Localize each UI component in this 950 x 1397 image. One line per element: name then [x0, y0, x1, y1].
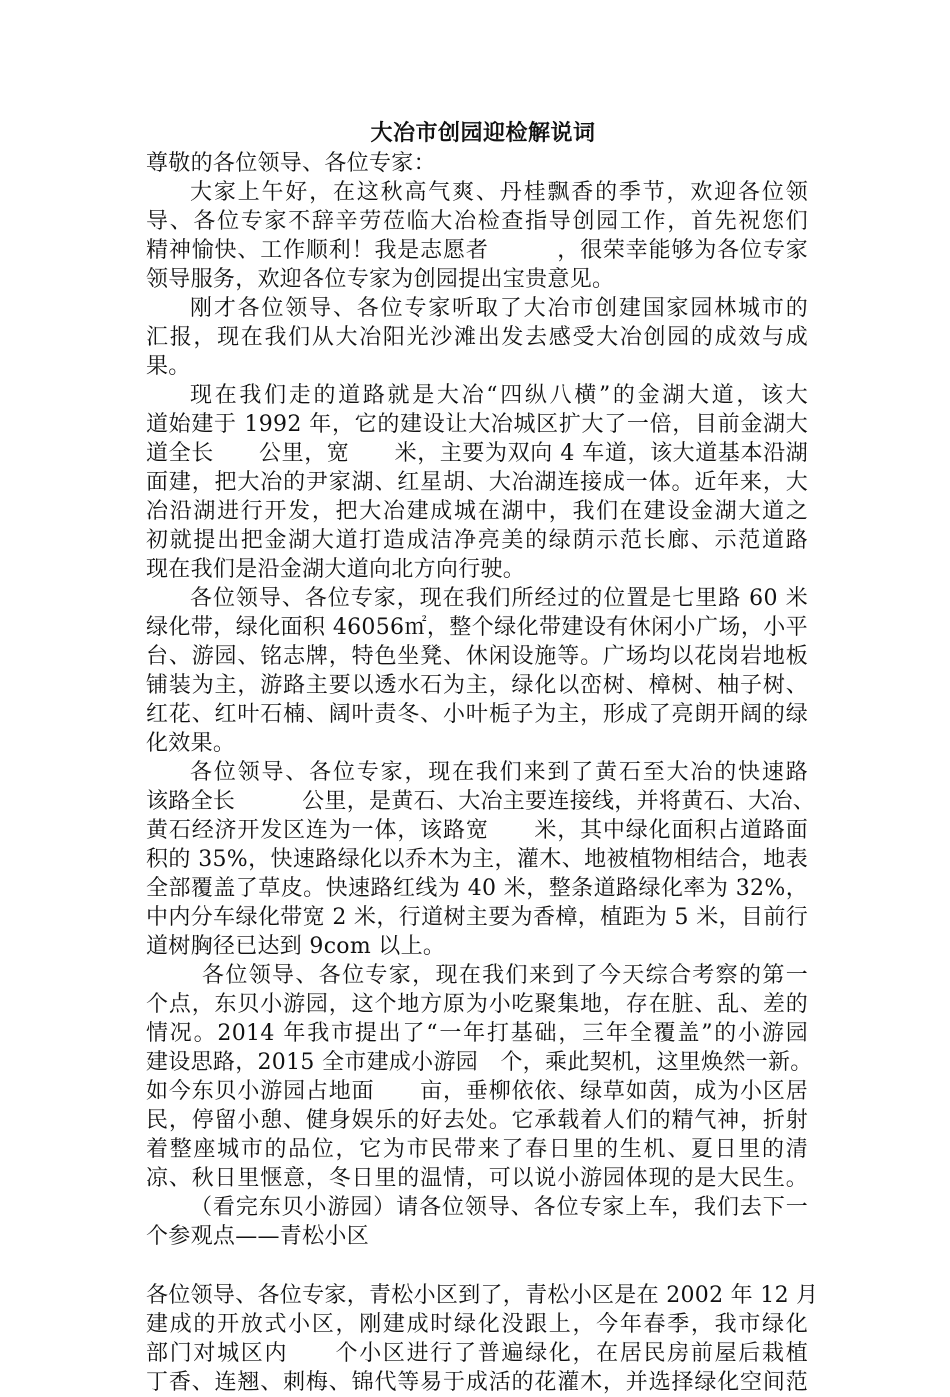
text-line: 中内分车绿化带宽 2 米，行道树主要为香樟，植距为 5 米，目前行 [146, 905, 808, 930]
text-line: 绿化带，绿化面积 46056㎡，整个绿化带建设有休闲小广场，小平 [146, 615, 808, 640]
text-line: 各位领导、各位专家，现在我们来到了今天综合考察的第一 [202, 963, 808, 988]
paragraph-spacer [146, 1251, 808, 1281]
text-line: 各位领导、各位专家，青松小区到了，青松小区是在 2002 年 12 月 [146, 1283, 819, 1308]
text-line: 凉、秋日里惬意，冬日里的温情，可以说小游园体现的是大民生。 [146, 1166, 808, 1191]
paragraph-qingsong-community [146, 1281, 819, 1397]
text-line: 精神愉快、工作顺利！我是志愿者 ，很荣幸能够为各位专家 [146, 238, 808, 263]
text-line: 道全长 公里，宽 米，主要为双向 4 车道，该大道基本沿湖 [146, 441, 808, 466]
greeting: 尊敬的各位领导、各位专家： [146, 151, 436, 176]
paragraph-dongbei-garden [146, 961, 813, 1193]
text-line: 建设思路，2015 全市建成小游园 个，乘此契机，这里焕然一新。 [146, 1050, 813, 1075]
text-line: 着整座城市的品位，它为市民带来了春日里的生机、夏日里的清 [146, 1137, 808, 1162]
paragraph-next-stop [146, 1193, 808, 1251]
text-line: 初就提出把金湖大道打造成洁净亮美的绿荫示范长廊、示范道路 [146, 528, 808, 553]
text-line: 个参观点——青松小区 [146, 1224, 370, 1249]
text-line: 大家上午好，在这秋高气爽、丹桂飘香的季节，欢迎各位领 [190, 180, 808, 205]
text-line: 积的 35%，快速路绿化以乔木为主，灌木、地被植物相结合，地表 [146, 847, 808, 872]
paragraph-welcome [146, 178, 808, 294]
text-line: 刚才各位领导、各位专家听取了大冶市创建国家园林城市的 [190, 296, 808, 321]
text-line: 个点，东贝小游园，这个地方原为小吃聚集地，存在脏、乱、差的 [146, 992, 808, 1017]
document-title: 大冶市创园迎检解说词 [370, 121, 596, 146]
paragraph-expressway [146, 758, 816, 961]
text-line: 红花、红叶石楠、阔叶责冬、小叶栀子为主，形成了亮朗开阔的绿 [146, 702, 808, 727]
text-line: 铺装为主，游路主要以透水石为主，绿化以峦树、樟树、柚子树、 [146, 673, 808, 698]
text-line: 台、游园、铭志牌，特色坐凳、休闲设施等。广场均以花岗岩地板 [146, 644, 808, 669]
text-line: 道树胸径已达到 9com 以上。 [146, 934, 446, 959]
text-line: 民，停留小憩、健身娱乐的好去处。它承载着人们的精气神，折射 [146, 1108, 808, 1133]
text-line: 部门对城区内 个小区进行了普遍绿化，在居民房前屋后栽植 [146, 1341, 808, 1366]
text-line: 果。 [146, 354, 191, 379]
text-line: 导、各位专家不辞辛劳莅临大冶检查指导创园工作，首先祝您们 [146, 209, 808, 234]
text-line: 情况。2014 年我市提出了“一年打基础，三年全覆盖”的小游园 [146, 1021, 808, 1046]
text-line: 该路全长 公里，是黄石、大冶主要连接线，并将黄石、大冶、 [146, 789, 816, 814]
text-line: 如今东贝小游园占地面 亩，垂柳依依、绿草如茵，成为小区居 [146, 1079, 808, 1104]
text-line: 汇报，现在我们从大冶阳光沙滩出发去感受大冶创园的成效与成 [146, 325, 808, 350]
text-line: 丁香、连翘、刺梅、锦代等易于成活的花灌木，并选择绿化空间范 [146, 1370, 808, 1395]
paragraph-qili-road [146, 584, 808, 758]
text-line: 各位领导、各位专家，现在我们所经过的位置是七里路 60 米 [190, 586, 808, 611]
text-line: 现在我们走的道路就是大冶“四纵八横”的金湖大道，该大 [190, 383, 808, 408]
text-line: 黄石经济开发区连为一体，该路宽 米，其中绿化面积占道路面 [146, 818, 808, 843]
text-line: （看完东贝小游园）请各位领导、各位专家上车，我们去下一 [190, 1195, 808, 1220]
text-line: 各位领导、各位专家，现在我们来到了黄石至大冶的快速路 [190, 760, 808, 785]
text-line: 领导服务，欢迎各位专家为创园提出宝贵意见。 [146, 267, 615, 292]
text-line: 冶沿湖进行开发，把大冶建成城在湖中，我们在建设金湖大道之 [146, 499, 808, 524]
document-page [146, 118, 819, 1397]
paragraph-report [146, 294, 808, 381]
text-line: 全部覆盖了草皮。快速路红线为 40 米，整条道路绿化率为 32%， [146, 876, 808, 901]
text-line: 现在我们是沿金湖大道向北方向行驶。 [146, 557, 526, 582]
text-line: 建成的开放式小区，刚建成时绿化没跟上，今年春季，我市绿化 [146, 1312, 808, 1337]
text-line: 面建，把大冶的尹家湖、红星胡、大冶湖连接成一体。近年来，大 [146, 470, 808, 495]
paragraph-jinhu-avenue [146, 381, 808, 584]
text-line: 道始建于 1992 年，它的建设让大冶城区扩大了一倍，目前金湖大 [146, 412, 808, 437]
text-line: 化效果。 [146, 731, 236, 756]
